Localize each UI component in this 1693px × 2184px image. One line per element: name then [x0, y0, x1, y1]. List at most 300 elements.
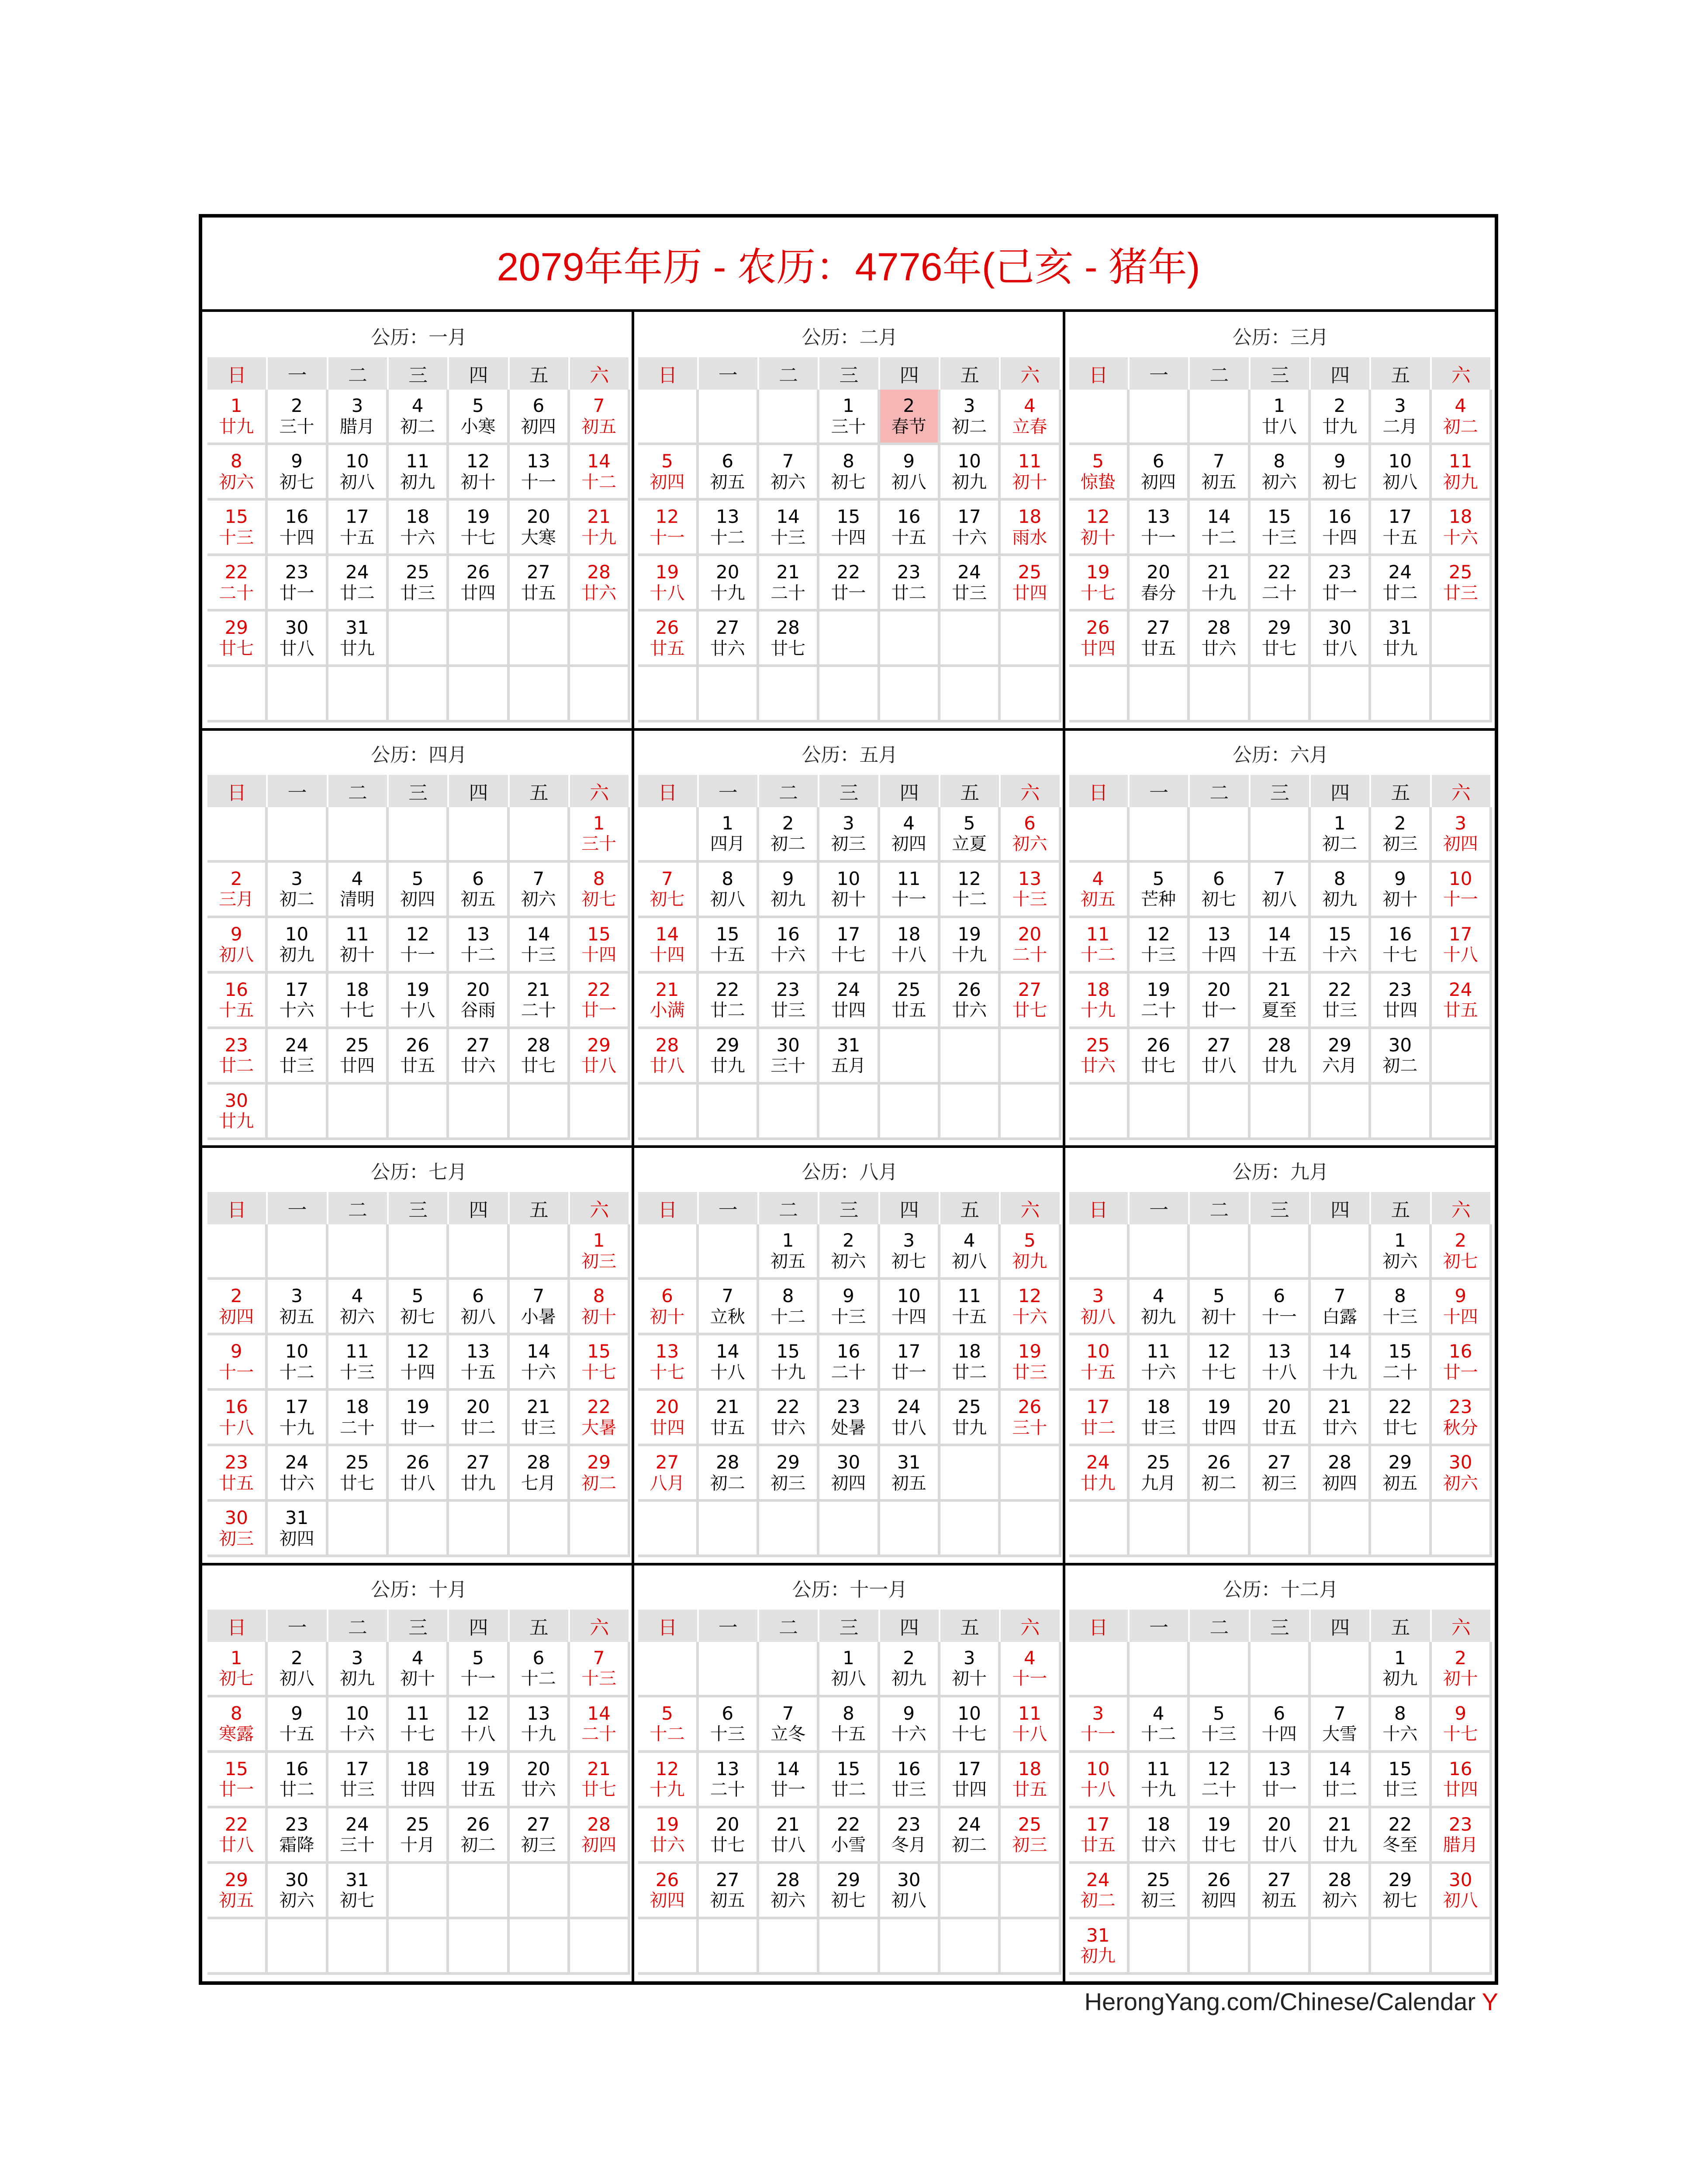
day-cell[interactable]	[389, 918, 449, 974]
day-cell[interactable]	[1069, 1864, 1130, 1919]
day-cell[interactable]	[819, 1280, 880, 1335]
day-cell[interactable]	[1251, 390, 1311, 445]
day-cell[interactable]	[759, 1335, 819, 1391]
day-cell[interactable]	[1190, 445, 1250, 501]
day-cell[interactable]	[1371, 974, 1431, 1029]
day-cell[interactable]	[389, 1753, 449, 1808]
day-cell[interactable]	[1432, 445, 1492, 501]
day-cell[interactable]	[699, 1753, 759, 1808]
day-cell[interactable]	[1311, 612, 1371, 667]
day-cell[interactable]	[1432, 1642, 1492, 1697]
day-cell[interactable]	[1190, 1335, 1250, 1391]
day-cell[interactable]	[510, 863, 570, 918]
day-cell[interactable]	[880, 1391, 940, 1446]
day-cell[interactable]	[880, 501, 940, 556]
day-cell[interactable]	[449, 390, 509, 445]
day-cell[interactable]	[1001, 974, 1061, 1029]
day-cell[interactable]	[819, 1697, 880, 1753]
day-cell[interactable]	[1001, 1391, 1061, 1446]
day-cell[interactable]	[1069, 1697, 1130, 1753]
day-cell[interactable]	[699, 556, 759, 612]
day-cell[interactable]	[1371, 1391, 1431, 1446]
day-cell[interactable]	[1069, 1446, 1130, 1502]
day-cell[interactable]	[940, 1280, 1001, 1335]
day-cell[interactable]	[207, 445, 268, 501]
day-cell[interactable]	[510, 1280, 570, 1335]
day-cell[interactable]	[1311, 1446, 1371, 1502]
day-cell[interactable]	[1432, 1446, 1492, 1502]
day-cell[interactable]	[638, 1446, 698, 1502]
day-cell[interactable]	[1130, 1446, 1190, 1502]
day-cell[interactable]	[207, 1280, 268, 1335]
day-cell[interactable]	[570, 1335, 630, 1391]
day-cell[interactable]	[819, 1335, 880, 1391]
day-cell[interactable]	[1001, 1808, 1061, 1864]
day-cell[interactable]	[207, 1446, 268, 1502]
day-cell[interactable]	[638, 863, 698, 918]
day-cell[interactable]	[1190, 974, 1250, 1029]
day-cell[interactable]	[880, 445, 940, 501]
day-cell[interactable]	[1371, 501, 1431, 556]
day-cell[interactable]	[638, 501, 698, 556]
day-cell[interactable]	[1371, 390, 1431, 445]
day-cell[interactable]	[1130, 1864, 1190, 1919]
day-cell[interactable]	[759, 1224, 819, 1280]
day-cell[interactable]	[1432, 1808, 1492, 1864]
day-cell[interactable]	[328, 501, 389, 556]
day-cell[interactable]	[328, 556, 389, 612]
day-cell[interactable]	[1001, 390, 1061, 445]
day-cell[interactable]	[389, 445, 449, 501]
day-cell[interactable]	[268, 445, 328, 501]
day-cell[interactable]	[1371, 1335, 1431, 1391]
day-cell[interactable]	[207, 1808, 268, 1864]
day-cell[interactable]	[880, 1697, 940, 1753]
day-cell[interactable]	[510, 974, 570, 1029]
day-cell[interactable]	[699, 918, 759, 974]
day-cell[interactable]	[1311, 918, 1371, 974]
day-cell[interactable]	[510, 1808, 570, 1864]
day-cell[interactable]	[880, 1753, 940, 1808]
day-cell[interactable]	[268, 1753, 328, 1808]
day-cell[interactable]	[207, 1502, 268, 1557]
day-cell[interactable]	[1311, 807, 1371, 863]
day-cell[interactable]	[449, 1335, 509, 1391]
day-cell[interactable]	[759, 863, 819, 918]
day-cell[interactable]	[940, 556, 1001, 612]
day-cell[interactable]	[1190, 1864, 1250, 1919]
day-cell[interactable]	[1190, 1753, 1250, 1808]
day-cell[interactable]	[510, 1642, 570, 1697]
day-cell[interactable]	[880, 1335, 940, 1391]
day-cell[interactable]	[510, 1753, 570, 1808]
day-cell[interactable]	[328, 1642, 389, 1697]
day-cell[interactable]	[880, 1808, 940, 1864]
day-cell[interactable]	[1069, 918, 1130, 974]
day-cell[interactable]	[268, 1502, 328, 1557]
day-cell[interactable]	[819, 501, 880, 556]
day-cell[interactable]	[699, 1029, 759, 1085]
day-cell[interactable]	[1432, 807, 1492, 863]
day-cell[interactable]	[819, 1642, 880, 1697]
day-cell[interactable]	[207, 1029, 268, 1085]
day-cell[interactable]	[699, 501, 759, 556]
day-cell[interactable]	[759, 807, 819, 863]
day-cell[interactable]	[449, 1446, 509, 1502]
day-cell[interactable]	[268, 974, 328, 1029]
day-cell[interactable]	[1311, 974, 1371, 1029]
day-cell[interactable]	[1371, 1697, 1431, 1753]
day-cell[interactable]	[389, 1029, 449, 1085]
day-cell[interactable]	[389, 1335, 449, 1391]
day-cell[interactable]	[1001, 556, 1061, 612]
day-cell[interactable]	[328, 1446, 389, 1502]
day-cell[interactable]	[449, 1642, 509, 1697]
day-cell[interactable]	[638, 1808, 698, 1864]
day-cell[interactable]	[880, 1280, 940, 1335]
day-cell[interactable]	[1311, 1335, 1371, 1391]
day-cell[interactable]	[1371, 1224, 1431, 1280]
day-cell[interactable]	[1069, 1919, 1130, 1975]
day-cell[interactable]	[759, 918, 819, 974]
day-cell[interactable]	[328, 1280, 389, 1335]
day-cell[interactable]	[389, 1280, 449, 1335]
day-cell[interactable]	[1371, 1864, 1431, 1919]
day-cell[interactable]	[940, 1224, 1001, 1280]
day-cell[interactable]	[1130, 1808, 1190, 1864]
day-cell[interactable]	[1251, 1029, 1311, 1085]
day-cell[interactable]	[880, 390, 940, 445]
day-cell[interactable]	[759, 1753, 819, 1808]
day-cell[interactable]	[328, 612, 389, 667]
day-cell[interactable]	[699, 1864, 759, 1919]
day-cell[interactable]	[940, 974, 1001, 1029]
day-cell[interactable]	[940, 1335, 1001, 1391]
day-cell[interactable]	[819, 1753, 880, 1808]
day-cell[interactable]	[268, 501, 328, 556]
day-cell[interactable]	[638, 1335, 698, 1391]
day-cell[interactable]	[699, 1391, 759, 1446]
day-cell[interactable]	[699, 807, 759, 863]
day-cell[interactable]	[328, 1753, 389, 1808]
day-cell[interactable]	[207, 974, 268, 1029]
day-cell[interactable]	[819, 863, 880, 918]
day-cell[interactable]	[759, 612, 819, 667]
day-cell[interactable]	[389, 1642, 449, 1697]
day-cell[interactable]	[510, 1335, 570, 1391]
day-cell[interactable]	[759, 1029, 819, 1085]
day-cell[interactable]	[570, 1697, 630, 1753]
day-cell[interactable]	[1371, 807, 1431, 863]
day-cell[interactable]	[510, 556, 570, 612]
day-cell[interactable]	[328, 1864, 389, 1919]
day-cell[interactable]	[268, 612, 328, 667]
day-cell[interactable]	[1311, 1864, 1371, 1919]
day-cell[interactable]	[940, 1391, 1001, 1446]
day-cell[interactable]	[1069, 445, 1130, 501]
day-cell[interactable]	[1251, 1697, 1311, 1753]
day-cell[interactable]	[389, 1446, 449, 1502]
day-cell[interactable]	[1371, 918, 1431, 974]
day-cell[interactable]	[940, 1753, 1001, 1808]
day-cell[interactable]	[1130, 556, 1190, 612]
day-cell[interactable]	[328, 390, 389, 445]
day-cell[interactable]	[1432, 1224, 1492, 1280]
day-cell[interactable]	[940, 863, 1001, 918]
day-cell[interactable]	[1069, 612, 1130, 667]
day-cell[interactable]	[1001, 1335, 1061, 1391]
day-cell[interactable]	[1311, 445, 1371, 501]
day-cell[interactable]	[389, 501, 449, 556]
day-cell[interactable]	[1190, 1808, 1250, 1864]
day-cell[interactable]	[638, 445, 698, 501]
day-cell[interactable]	[1432, 1280, 1492, 1335]
day-cell[interactable]	[1069, 1391, 1130, 1446]
day-cell[interactable]	[1311, 863, 1371, 918]
day-cell[interactable]	[638, 1697, 698, 1753]
day-cell[interactable]	[880, 1224, 940, 1280]
day-cell[interactable]	[819, 974, 880, 1029]
day-cell[interactable]	[510, 1029, 570, 1085]
day-cell[interactable]	[268, 1280, 328, 1335]
day-cell[interactable]	[268, 1029, 328, 1085]
day-cell[interactable]	[1069, 1029, 1130, 1085]
day-cell[interactable]	[268, 556, 328, 612]
day-cell[interactable]	[819, 556, 880, 612]
day-cell[interactable]	[510, 1697, 570, 1753]
day-cell[interactable]	[449, 1753, 509, 1808]
day-cell[interactable]	[1371, 863, 1431, 918]
day-cell[interactable]	[819, 1864, 880, 1919]
day-cell[interactable]	[880, 918, 940, 974]
day-cell[interactable]	[699, 1280, 759, 1335]
day-cell[interactable]	[819, 1391, 880, 1446]
day-cell[interactable]	[449, 1029, 509, 1085]
day-cell[interactable]	[940, 807, 1001, 863]
day-cell[interactable]	[1069, 501, 1130, 556]
day-cell[interactable]	[1311, 1029, 1371, 1085]
day-cell[interactable]	[1130, 1753, 1190, 1808]
day-cell[interactable]	[389, 1391, 449, 1446]
day-cell[interactable]	[570, 863, 630, 918]
day-cell[interactable]	[389, 556, 449, 612]
day-cell[interactable]	[759, 974, 819, 1029]
day-cell[interactable]	[1069, 556, 1130, 612]
day-cell[interactable]	[940, 1697, 1001, 1753]
day-cell[interactable]	[570, 445, 630, 501]
day-cell[interactable]	[940, 445, 1001, 501]
day-cell[interactable]	[1311, 1753, 1371, 1808]
day-cell[interactable]	[268, 918, 328, 974]
day-cell[interactable]	[1130, 974, 1190, 1029]
day-cell[interactable]	[1130, 501, 1190, 556]
day-cell[interactable]	[1311, 1280, 1371, 1335]
day-cell[interactable]	[328, 1391, 389, 1446]
day-cell[interactable]	[328, 863, 389, 918]
day-cell[interactable]	[1001, 445, 1061, 501]
day-cell[interactable]	[1069, 1753, 1130, 1808]
day-cell[interactable]	[1432, 918, 1492, 974]
day-cell[interactable]	[1251, 1808, 1311, 1864]
day-cell[interactable]	[1311, 1391, 1371, 1446]
day-cell[interactable]	[268, 1697, 328, 1753]
day-cell[interactable]	[207, 1335, 268, 1391]
day-cell[interactable]	[759, 1808, 819, 1864]
day-cell[interactable]	[699, 1808, 759, 1864]
day-cell[interactable]	[510, 1391, 570, 1446]
day-cell[interactable]	[389, 1697, 449, 1753]
day-cell[interactable]	[699, 445, 759, 501]
day-cell[interactable]	[207, 1697, 268, 1753]
day-cell[interactable]	[1190, 501, 1250, 556]
day-cell[interactable]	[207, 1642, 268, 1697]
day-cell[interactable]	[510, 501, 570, 556]
day-cell[interactable]	[1190, 556, 1250, 612]
day-cell[interactable]	[1371, 556, 1431, 612]
day-cell[interactable]	[570, 974, 630, 1029]
day-cell[interactable]	[638, 1864, 698, 1919]
day-cell[interactable]	[1001, 807, 1061, 863]
day-cell[interactable]	[1190, 1446, 1250, 1502]
day-cell[interactable]	[880, 1642, 940, 1697]
day-cell[interactable]	[449, 1808, 509, 1864]
day-cell[interactable]	[570, 918, 630, 974]
day-cell[interactable]	[1432, 1697, 1492, 1753]
day-cell[interactable]	[268, 1808, 328, 1864]
day-cell[interactable]	[1251, 501, 1311, 556]
day-cell[interactable]	[699, 1446, 759, 1502]
day-cell[interactable]	[449, 1280, 509, 1335]
day-cell[interactable]	[207, 918, 268, 974]
day-cell[interactable]	[638, 556, 698, 612]
day-cell[interactable]	[268, 1391, 328, 1446]
day-cell[interactable]	[638, 1280, 698, 1335]
day-cell[interactable]	[328, 1335, 389, 1391]
day-cell[interactable]	[1001, 918, 1061, 974]
day-cell[interactable]	[1251, 445, 1311, 501]
day-cell[interactable]	[207, 1085, 268, 1140]
day-cell[interactable]	[389, 390, 449, 445]
day-cell[interactable]	[1251, 1446, 1311, 1502]
day-cell[interactable]	[570, 1224, 630, 1280]
day-cell[interactable]	[207, 501, 268, 556]
footer-url[interactable]: HerongYang.com/Chinese/Calendar	[1084, 1988, 1476, 2015]
day-cell[interactable]	[268, 1642, 328, 1697]
day-cell[interactable]	[207, 1391, 268, 1446]
day-cell[interactable]	[819, 918, 880, 974]
day-cell[interactable]	[1190, 1391, 1250, 1446]
day-cell[interactable]	[1251, 612, 1311, 667]
day-cell[interactable]	[1251, 918, 1311, 974]
day-cell[interactable]	[638, 1391, 698, 1446]
day-cell[interactable]	[1432, 501, 1492, 556]
day-cell[interactable]	[699, 1335, 759, 1391]
day-cell[interactable]	[1130, 445, 1190, 501]
day-cell[interactable]	[1130, 1697, 1190, 1753]
day-cell[interactable]	[1001, 1280, 1061, 1335]
day-cell[interactable]	[1311, 1808, 1371, 1864]
day-cell[interactable]	[1190, 1697, 1250, 1753]
day-cell[interactable]	[207, 390, 268, 445]
day-cell[interactable]	[940, 390, 1001, 445]
day-cell[interactable]	[510, 918, 570, 974]
day-cell[interactable]	[510, 445, 570, 501]
day-cell[interactable]	[1432, 556, 1492, 612]
day-cell[interactable]	[1001, 1753, 1061, 1808]
day-cell[interactable]	[268, 863, 328, 918]
day-cell[interactable]	[449, 445, 509, 501]
day-cell[interactable]	[268, 1864, 328, 1919]
day-cell[interactable]	[1432, 1391, 1492, 1446]
day-cell[interactable]	[449, 863, 509, 918]
day-cell[interactable]	[819, 1029, 880, 1085]
day-cell[interactable]	[819, 1224, 880, 1280]
day-cell[interactable]	[699, 863, 759, 918]
day-cell[interactable]	[1432, 1335, 1492, 1391]
day-cell[interactable]	[1371, 1753, 1431, 1808]
day-cell[interactable]	[328, 1697, 389, 1753]
day-cell[interactable]	[1130, 1280, 1190, 1335]
day-cell[interactable]	[1069, 1280, 1130, 1335]
day-cell[interactable]	[1130, 612, 1190, 667]
day-cell[interactable]	[1001, 1697, 1061, 1753]
day-cell[interactable]	[1069, 1335, 1130, 1391]
day-cell[interactable]	[1251, 1335, 1311, 1391]
day-cell[interactable]	[1432, 1753, 1492, 1808]
day-cell[interactable]	[699, 612, 759, 667]
day-cell[interactable]	[759, 1391, 819, 1446]
day-cell[interactable]	[389, 1808, 449, 1864]
day-cell[interactable]	[940, 1808, 1001, 1864]
day-cell[interactable]	[268, 1446, 328, 1502]
day-cell[interactable]	[570, 1753, 630, 1808]
day-cell[interactable]	[759, 445, 819, 501]
day-cell[interactable]	[638, 1753, 698, 1808]
day-cell[interactable]	[1130, 1391, 1190, 1446]
day-cell[interactable]	[819, 807, 880, 863]
day-cell[interactable]	[1190, 863, 1250, 918]
day-cell[interactable]	[207, 1753, 268, 1808]
day-cell[interactable]	[268, 390, 328, 445]
day-cell[interactable]	[819, 445, 880, 501]
day-cell[interactable]	[1432, 1864, 1492, 1919]
day-cell[interactable]	[759, 501, 819, 556]
day-cell[interactable]	[389, 974, 449, 1029]
day-cell[interactable]	[570, 501, 630, 556]
day-cell[interactable]	[819, 1808, 880, 1864]
day-cell[interactable]	[1190, 918, 1250, 974]
day-cell[interactable]	[1371, 1280, 1431, 1335]
day-cell[interactable]	[207, 556, 268, 612]
day-cell[interactable]	[759, 556, 819, 612]
day-cell[interactable]	[207, 612, 268, 667]
day-cell[interactable]	[1001, 1642, 1061, 1697]
day-cell[interactable]	[1130, 863, 1190, 918]
day-cell[interactable]	[1371, 1642, 1431, 1697]
day-cell[interactable]	[638, 918, 698, 974]
day-cell[interactable]	[759, 1864, 819, 1919]
day-cell[interactable]	[1432, 974, 1492, 1029]
day-cell[interactable]	[328, 1808, 389, 1864]
day-cell[interactable]	[510, 390, 570, 445]
day-cell[interactable]	[1371, 1808, 1431, 1864]
day-cell[interactable]	[880, 1864, 940, 1919]
day-cell[interactable]	[1130, 918, 1190, 974]
day-cell[interactable]	[638, 1029, 698, 1085]
day-cell[interactable]	[449, 501, 509, 556]
day-cell[interactable]	[880, 1446, 940, 1502]
day-cell[interactable]	[1069, 863, 1130, 918]
